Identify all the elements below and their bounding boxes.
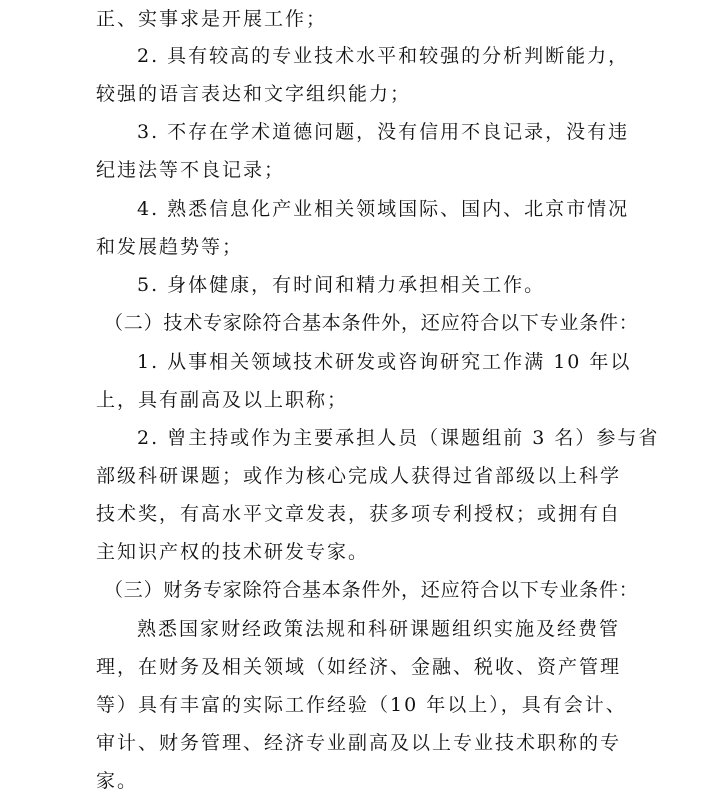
text-line: 1. 从事相关领域技术研发或咨询研究工作满 10 年以 (137, 351, 632, 373)
text-line: 和发展趋势等； (96, 236, 244, 258)
text-line: 上，具有副高及以上职称； (96, 389, 349, 411)
text-line: 部级科研课题；或作为核心完成人获得过省部级以上科学 (96, 465, 622, 487)
text-line: 理，在财务及相关领域（如经济、金融、税收、资产管理 (96, 656, 622, 678)
text-line: 2. 曾主持或作为主要承担人员（课题组前 3 名）参与省 (137, 427, 660, 449)
section-heading: （三）财务专家除符合基本条件外，还应符合以下专业条件： (104, 579, 639, 601)
text-line: 家。 (96, 770, 139, 792)
text-line: 4. 熟悉信息化产业相关领域国际、国内、北京市情况 (137, 198, 630, 220)
text-line: 等）具有丰富的实际工作经验（10 年以上），具有会计、 (96, 694, 627, 716)
text-line: 3. 不存在学术道德问题，没有信用不良记录，没有违 (137, 121, 630, 143)
text-line: 5. 身体健康，有时间和精力承担相关工作。 (137, 274, 546, 296)
text-line: 纪违法等不良记录； (96, 159, 286, 181)
text-line: 审计、财务管理、经济专业副高及以上专业技术职称的专 (96, 732, 622, 754)
text-line: 较强的语言表达和文字组织能力； (96, 83, 412, 105)
text-line: 主知识产权的技术研发专家。 (96, 541, 370, 563)
section-heading: （二）技术专家除符合基本条件外，还应符合以下专业条件： (104, 312, 639, 334)
text-line: 2. 具有较高的专业技术水平和较强的分析判断能力， (137, 45, 630, 67)
text-line: 熟悉国家财经政策法规和科研课题组织实施及经费管 (137, 618, 621, 640)
text-line: 技术奖，有高水平文章发表，获多项专利授权；或拥有自 (96, 503, 622, 525)
text-line: 正、实事求是开展工作； (96, 8, 328, 30)
